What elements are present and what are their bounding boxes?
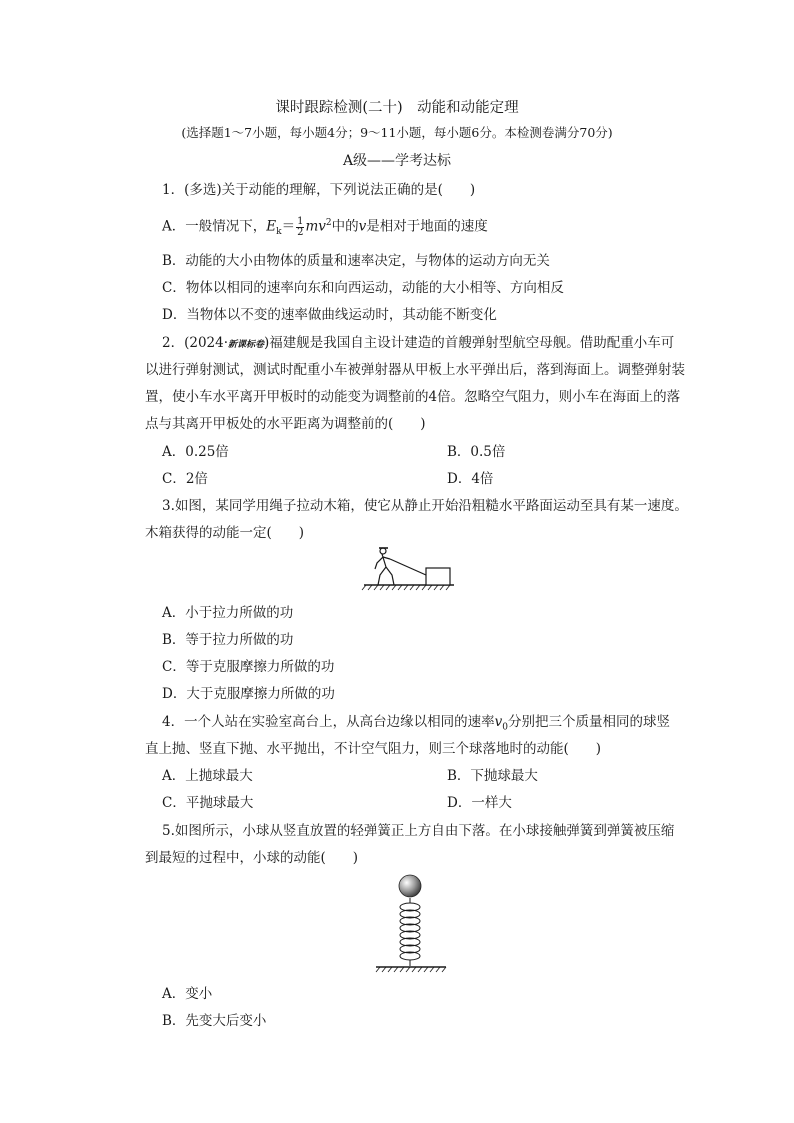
q5-option-b: B．先变大后变小 [162, 1013, 267, 1029]
symbol-v0-subscript: 0 [502, 722, 508, 733]
q5-line-2: 到最短的过程中，小球的动能( ) [145, 850, 359, 866]
q1-option-d: D．当物体以不变的速率做曲线运动时，其动能不断变化 [162, 307, 497, 323]
q4-option-a: A．上抛球最大 [162, 768, 253, 784]
q1-option-b: B．动能的大小由物体的质量和速率决定，与物体的运动方向无关 [162, 253, 550, 269]
symbol-E: E [266, 218, 277, 235]
q2-option-d: D．4倍 [447, 471, 494, 487]
equals-sign: ＝ [281, 218, 296, 235]
q5-line-1: 5.如图所示，小球从竖直放置的轻弹簧正上方自由下落。在小球接触弹簧到弹簧被压缩 [162, 823, 675, 839]
q4-line-1-post: 分别把三个质量相同的球竖 [507, 714, 670, 730]
q2-option-a: A．0.25倍 [162, 444, 229, 460]
q2-line-1 [162, 331, 674, 351]
scoring-note: (选择题1～7小题，每小题4分；9～11小题，每小题6分。本检测卷满分70分) [181, 125, 613, 140]
q1-option-a-mid: 中的 [331, 218, 359, 235]
figure-person-pulling-box [360, 545, 456, 591]
q2-option-b: B．0.5倍 [447, 444, 506, 460]
q5-option-a: A．变小 [162, 986, 213, 1002]
q2-source-tag: 新课标卷 [228, 340, 265, 350]
q1-stem: 1．(多选)关于动能的理解，下列说法正确的是( ) [162, 182, 476, 198]
squared-exponent: 2 [325, 218, 332, 228]
q3-option-b: B．等于拉力所做的功 [162, 632, 294, 648]
q3-line-2: 木箱获得的动能一定( ) [145, 525, 305, 541]
symbol-k-subscript: k [276, 227, 282, 238]
figure-ball-above-spring [372, 870, 450, 974]
fraction-one-half [296, 217, 304, 238]
q4-line-1 [162, 710, 670, 733]
section-heading: A级——学考达标 [342, 153, 452, 169]
page-title: 课时跟踪检测(二十) 动能和动能定理 [275, 100, 519, 116]
q4-line-2: 直上抛、竖直下抛、水平抛出，不计空气阻力，则三个球落地时的动能( ) [145, 741, 602, 757]
q3-option-a: A．小于拉力所做的功 [162, 605, 294, 621]
symbol-v0: v [494, 714, 503, 730]
q3-line-1: 3.如图，某同学用绳子拉动木箱，使它从静止开始沿粗糙水平路面运动至具有某一速度。 [162, 498, 688, 514]
q3-option-d: D．大于克服摩擦力所做的功 [162, 686, 335, 702]
symbol-mv: mv [305, 218, 326, 235]
fraction-denominator: 2 [297, 226, 304, 238]
q2-line-2: 以进行弹射测试，测试时配重小车被弹射器从甲板上水平弹出后，落到海面上。调整弹射装 [145, 362, 685, 378]
q2-line-3: 置，使小车水平离开甲板时的动能变为调整前的4倍。忽略空气阻力，则小车在海面上的落 [145, 389, 681, 405]
q1-option-c: C．物体以相同的速率向东和向西运动，动能的大小相等、方向相反 [162, 280, 564, 296]
q2-option-c: C．2倍 [162, 471, 208, 487]
q4-option-d: D．一样大 [447, 795, 512, 811]
q2-line-4: 点与其离开甲板处的水平距离为调整前的( ) [145, 416, 426, 432]
q2-prefix: 2．(2024· [162, 335, 229, 351]
q4-option-b: B．下抛球最大 [447, 768, 538, 784]
q4-option-c: C．平抛球最大 [162, 795, 254, 811]
q2-line-1-rest: )福建舰是我国自主设计建造的首艘弹射型航空母舰。借助配重小车可 [264, 335, 675, 351]
q1-option-a [162, 210, 488, 245]
q4-line-1-pre: 4．一个人站在实验室高台上，从高台边缘以相同的速率 [162, 714, 495, 730]
q1-option-a-post: 是相对于地面的速度 [366, 218, 488, 235]
symbol-v: v [358, 218, 367, 235]
q3-option-c: C．等于克服摩擦力所做的功 [162, 659, 335, 675]
fraction-numerator: 1 [297, 215, 304, 227]
q1-option-a-prefix: A．一般情况下， [162, 218, 267, 235]
